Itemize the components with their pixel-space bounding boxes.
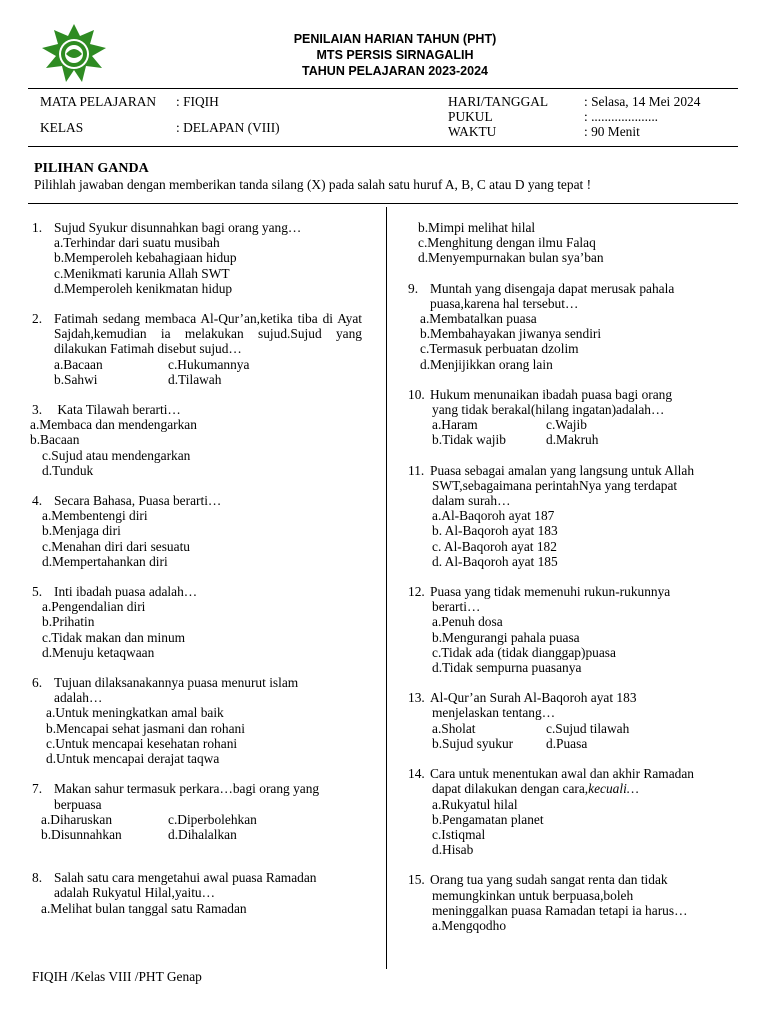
waktu-value: : 90 Menit [584, 124, 640, 139]
question-text: Cara untuk menentukan awal dan akhir Ramadan [430, 766, 695, 782]
option-b[interactable]: b.Mencapai sehat jasmani dan rohani [46, 720, 245, 736]
question-text-cont: menjelaskan tentang… [432, 705, 556, 721]
header-title-3: TAHUN PELAJARAN 2023-2024 [302, 64, 488, 78]
question-number: 10. [408, 386, 425, 402]
option-b[interactable]: b.Sahwi [54, 371, 98, 387]
option-a[interactable]: a.Pengendalian diri [42, 599, 146, 615]
school-logo [36, 22, 112, 86]
question-number: 9. [408, 280, 419, 296]
header-title-1: PENILAIAN HARIAN TAHUN (PHT) [293, 32, 497, 46]
question-text-cont: meninggalkan puasa Ramadan tetapi ia harus… [432, 902, 688, 918]
option-c[interactable]: c.Wajib [546, 417, 587, 433]
option-a[interactable]: a.Untuk meningkatkan amal baik [46, 705, 224, 721]
question-number: 7. [32, 781, 43, 797]
option-c[interactable]: c.Menghitung dengan ilmu Falaq [418, 235, 596, 251]
option-c[interactable]: c.Sujud tilawah [546, 720, 630, 736]
option-d[interactable]: d.Tidak sempurna puasanya [432, 660, 582, 676]
question-text-cont: adalah… [54, 690, 103, 706]
option-a[interactable]: a.Melihat bulan tanggal satu Ramadan [41, 900, 247, 916]
column-divider [386, 207, 387, 969]
option-b[interactable]: b.Sujud syukur [432, 735, 514, 751]
option-d[interactable]: d.Tunduk [42, 462, 94, 478]
question-3 [32, 402, 362, 478]
kelas-label: KELAS [40, 120, 84, 135]
question-number: 2. [32, 311, 43, 327]
mapel-value: : FIQIH [176, 94, 219, 109]
question-13 [408, 690, 748, 751]
question-text: Fatimah sedang membaca Al-Qur’an,ketika tiba di Ayat Sajdah,kemudian ia melakukan sujud.Sujud yang dilakukan Fatimah disebut sujud… [54, 311, 362, 357]
option-d[interactable]: d.Mempertahankan diri [42, 553, 168, 569]
question-number: 15. [408, 872, 425, 888]
question-15 [408, 872, 748, 933]
question-text-cont: dapat dilakukan dengan cara, [432, 781, 589, 797]
option-a[interactable]: a.Mengqodho [432, 917, 507, 933]
option-c[interactable]: c.Istiqmal [432, 826, 486, 842]
option-d[interactable]: d.Menuju ketaqwaan [42, 644, 155, 660]
question-number: 13. [408, 690, 425, 706]
option-b[interactable]: b.Disunnahkan [41, 826, 122, 842]
question-11 [408, 463, 748, 569]
question-12 [408, 584, 748, 675]
header-rule [28, 88, 738, 89]
kelas-value: : DELAPAN (VIII) [176, 120, 280, 135]
question-7 [32, 781, 362, 842]
option-d[interactable]: d. Al-Baqoroh ayat 185 [432, 553, 558, 569]
question-8 [32, 870, 362, 916]
question-text: Orang tua yang sudah sangat renta dan tidak [430, 872, 668, 888]
option-d[interactable]: d.Tilawah [168, 371, 222, 387]
question-5 [32, 584, 362, 660]
question-number: 11. [408, 462, 425, 478]
option-a[interactable]: a.Terhindar dari suatu musibah [54, 235, 220, 251]
option-b[interactable]: b.Mengurangi pahala puasa [432, 629, 580, 645]
question-2 [32, 311, 362, 387]
option-a[interactable]: a.Haram [432, 417, 478, 433]
question-text: Sujud Syukur disunnahkan bagi orang yang… [54, 220, 302, 235]
question-text: Secara Bahasa, Puasa berarti… [54, 493, 222, 509]
option-c[interactable]: c.Termasuk perbuatan dzolim [420, 341, 579, 357]
question-text: Tujuan dilaksanakannya puasa menurut islam [54, 675, 299, 691]
question-number: 8. [32, 870, 43, 886]
question-text: Al-Qur’an Surah Al-Baqoroh ayat 183 [430, 690, 637, 706]
question-text-cont: berarti… [432, 599, 481, 615]
option-d[interactable]: d.Memperoleh kenikmatan hidup [54, 280, 233, 296]
question-number: 3. [32, 402, 43, 418]
header-title-2: MTS PERSIS SIRNAGALIH [316, 48, 474, 62]
option-c[interactable]: c.Sujud atau mendengarkan [42, 447, 191, 463]
question-8-continued [408, 220, 748, 266]
question-number: 4. [32, 493, 43, 509]
question-text: Kata Tilawah berarti… [57, 402, 181, 418]
option-c[interactable]: c.Tidak makan dan minum [42, 629, 186, 645]
option-b[interactable]: b.Prihatin [42, 614, 95, 630]
section-title: PILIHAN GANDA [34, 161, 149, 176]
question-4 [32, 493, 362, 569]
question-1 [32, 220, 362, 296]
hari-label: HARI/TANGGAL [448, 94, 549, 109]
pukul-label: PUKUL [448, 109, 493, 124]
left-column [32, 220, 362, 931]
question-text: Makan sahur termasuk perkara…bagi orang yang [54, 781, 320, 797]
info-rule [28, 146, 738, 147]
option-d[interactable]: d.Untuk mencapai derajat taqwa [46, 751, 220, 767]
option-d[interactable]: d.Makruh [546, 432, 599, 448]
option-d[interactable]: d.Menjijikkan orang lain [420, 356, 553, 372]
question-6 [32, 675, 362, 766]
option-a[interactable]: a.Membentengi diri [42, 508, 148, 524]
right-column [408, 220, 748, 948]
mapel-label: MATA PELAJARAN [40, 94, 157, 109]
option-a[interactable]: a.Rukyatul hilal [432, 796, 518, 812]
question-number: 14. [408, 766, 425, 782]
option-b[interactable]: b.Tidak wajib [432, 432, 506, 448]
waktu-label: WAKTU [448, 124, 497, 139]
question-text-cont: memungkinkan untuk berpuasa,boleh [432, 887, 634, 903]
instruction-rule [28, 203, 738, 204]
option-a[interactable]: a.Diharuskan [41, 811, 113, 827]
option-c[interactable]: c.Menahan diri dari sesuatu [42, 538, 190, 554]
option-c[interactable]: c.Menikmati karunia Allah SWT [54, 265, 230, 281]
option-b[interactable]: b.Mimpi melihat hilal [418, 220, 536, 235]
option-a[interactable]: a.Sholat [432, 720, 476, 736]
question-text: Salah satu cara mengetahui awal puasa Ramadan [54, 870, 317, 886]
question-text: Hukum menunaikan ibadah puasa bagi orang [430, 386, 673, 402]
question-9 [408, 281, 748, 372]
option-c[interactable]: c.Diperbolehkan [168, 811, 257, 827]
option-b[interactable]: b.Pengamatan planet [432, 811, 544, 827]
section-instruction: Pilihlah jawaban dengan memberikan tanda silang (X) pada salah satu huruf A, B, C atau D yang tepat ! [34, 177, 592, 192]
option-d[interactable]: d.Dihalalkan [168, 826, 237, 842]
question-14 [408, 766, 748, 857]
question-text: Muntah yang disengaja dapat merusak pahala [430, 280, 675, 296]
question-text-cont: SWT,sebagaimana perintahNya yang terdapat [432, 477, 678, 493]
option-b[interactable]: b.Menjaga diri [42, 523, 121, 539]
question-text: Puasa sebagai amalan yang langsung untuk Allah [430, 462, 695, 478]
option-d[interactable]: d.Puasa [546, 735, 588, 751]
option-a[interactable]: a.Membatalkan puasa [420, 311, 537, 327]
option-b[interactable]: b.Membahayakan jiwanya sendiri [420, 326, 602, 342]
pukul-value: : .................... [584, 109, 659, 124]
option-a[interactable]: a.Penuh dosa [432, 614, 503, 630]
option-a[interactable]: a.Bacaan [54, 356, 103, 372]
question-number: 12. [408, 584, 425, 600]
hari-value: : Selasa, 14 Mei 2024 [584, 94, 701, 109]
option-c[interactable]: c. Al-Baqoroh ayat 182 [432, 538, 557, 554]
option-a[interactable]: a.Membaca dan mendengarkan [30, 417, 197, 433]
question-text-cont: adalah Rukyatul Hilal,yaitu… [54, 885, 216, 901]
question-number: 6. [32, 675, 43, 691]
question-text-cont: puasa,karena hal tersebut… [430, 295, 579, 311]
question-text-emphasis: kecuali… [588, 781, 639, 797]
option-a[interactable]: a.Al-Baqoroh ayat 187 [432, 508, 555, 524]
option-b[interactable]: b.Bacaan [30, 432, 80, 448]
option-c[interactable]: c.Hukumannya [168, 356, 250, 372]
option-c[interactable]: c.Untuk mencapai kesehatan rohani [46, 735, 238, 751]
question-text-cont: yang tidak berakal(hilang ingatan)adalah… [432, 402, 665, 418]
question-text-cont: berpuasa [54, 796, 102, 812]
option-d[interactable]: d.Hisab [432, 842, 474, 858]
option-b[interactable]: b.Memperoleh kebahagiaan hidup [54, 250, 237, 266]
option-d[interactable]: d.Menyempurnakan bulan sya’ban [418, 250, 604, 266]
question-text: Inti ibadah puasa adalah… [54, 584, 198, 600]
question-text-cont: dalam surah… [432, 493, 511, 509]
question-text: Puasa yang tidak memenuhi rukun-rukunnya [430, 584, 671, 600]
question-10 [408, 387, 748, 448]
option-b[interactable]: b. Al-Baqoroh ayat 183 [432, 523, 558, 539]
page-footer: FIQIH /Kelas VIII /PHT Genap [32, 969, 202, 984]
question-number: 1. [32, 220, 43, 235]
question-number: 5. [32, 584, 43, 600]
option-c[interactable]: c.Tidak ada (tidak dianggap)puasa [432, 644, 616, 660]
